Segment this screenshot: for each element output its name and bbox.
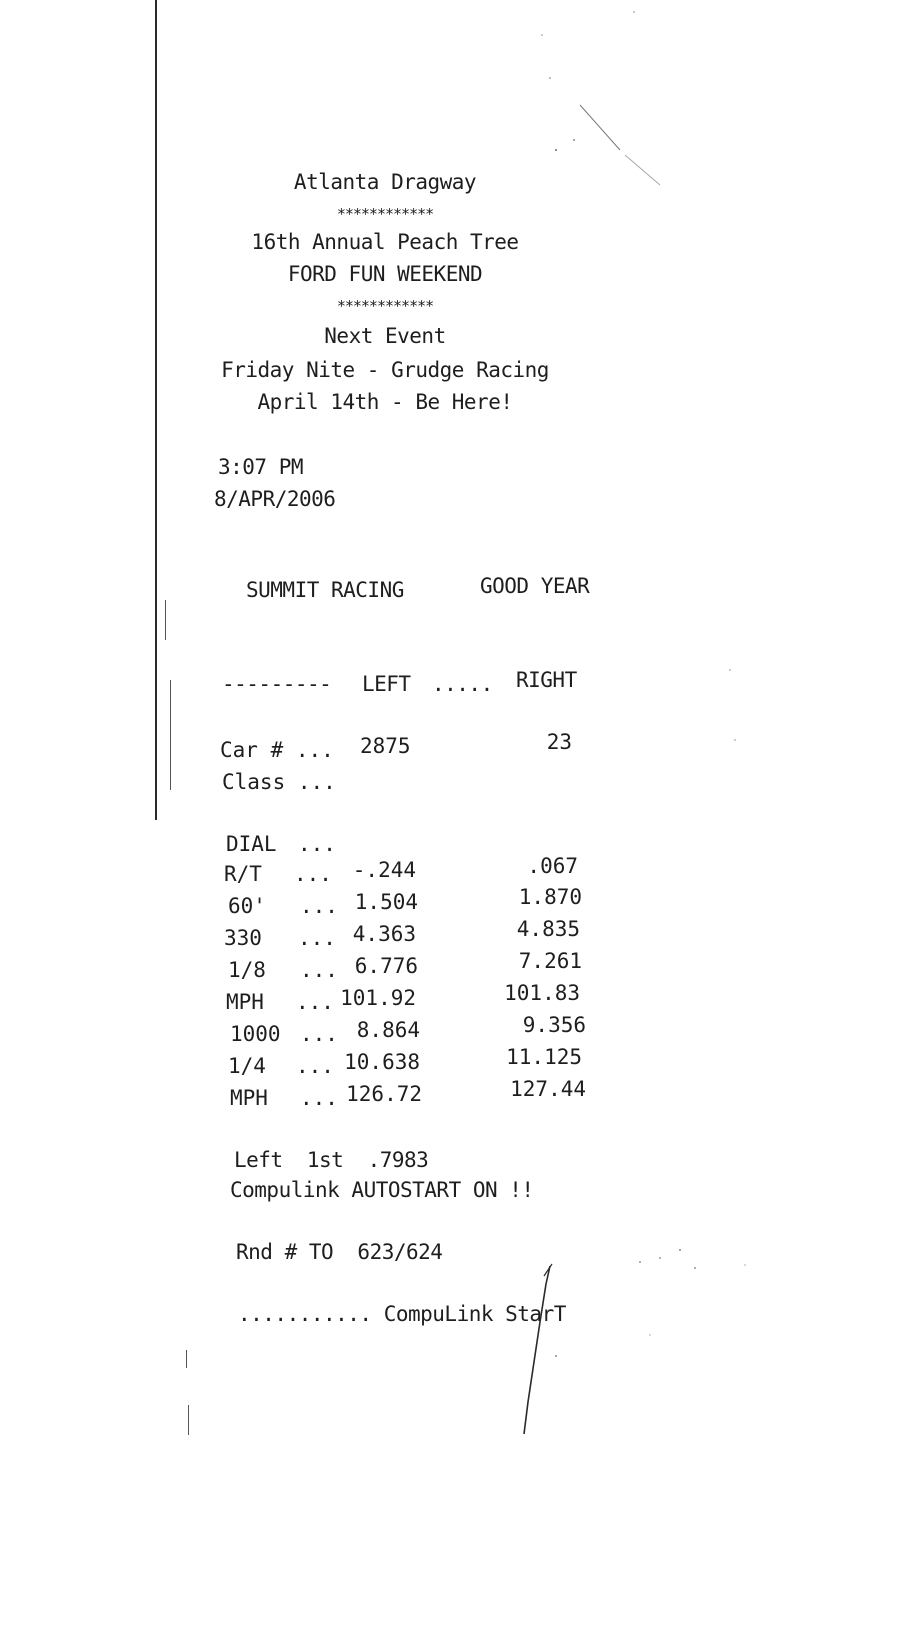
result-label: 1/4 — [228, 1054, 266, 1078]
result-dots: ... — [300, 1086, 338, 1110]
result-left-value: 8.864 — [356, 1018, 420, 1042]
result-right-value: 101.83 — [504, 981, 580, 1005]
stars-divider: ************ — [336, 297, 434, 315]
pen-stroke-mark — [520, 1262, 570, 1442]
result-right-value: .067 — [527, 854, 578, 878]
result-dots: ... — [296, 1054, 334, 1078]
result-label: 330 — [224, 926, 262, 950]
car-number-label: Car # ... — [220, 738, 334, 762]
compulink-start-line: ........... CompuLink StarT — [238, 1302, 566, 1326]
result-dots: ... — [294, 862, 332, 886]
result-dots: ... — [298, 832, 336, 856]
car-number-right: 23 — [546, 730, 572, 754]
result-left-value: 1.504 — [354, 890, 418, 914]
lane-header-dots: ..... — [432, 672, 493, 696]
result-label: R/T — [224, 862, 262, 886]
result-left-value: 4.363 — [352, 922, 416, 946]
result-left-value: 126.72 — [346, 1082, 422, 1106]
result-label: 60' — [228, 894, 266, 918]
lane-header-right: RIGHT — [516, 668, 577, 692]
result-dots: ... — [296, 990, 334, 1014]
next-event-label: Next Event — [324, 324, 446, 348]
sponsor-right: GOOD YEAR — [480, 574, 590, 598]
result-label: 1/8 — [228, 958, 266, 982]
result-dots: ... — [298, 926, 336, 950]
next-event-date: April 14th - Be Here! — [257, 390, 513, 414]
event-line-2: FORD FUN WEEKEND — [287, 262, 483, 286]
autostart-line: Compulink AUTOSTART ON !! — [230, 1178, 534, 1202]
date-stamp: 8/APR/2006 — [214, 487, 336, 511]
result-dots: ... — [300, 958, 338, 982]
result-label: MPH — [230, 1086, 268, 1110]
result-left-value: -.244 — [352, 858, 416, 882]
sponsor-left: SUMMIT RACING — [246, 578, 404, 602]
result-right-value: 11.125 — [506, 1045, 582, 1069]
result-right-value: 4.835 — [516, 917, 580, 941]
result-right-value: 1.870 — [518, 885, 582, 909]
round-line: Rnd # TO 623/624 — [236, 1240, 443, 1264]
lane-header-left: LEFT — [362, 672, 411, 696]
result-left-value: 101.92 — [340, 986, 416, 1010]
result-right-value: 9.356 — [522, 1013, 586, 1037]
class-label: Class ... — [222, 770, 336, 794]
result-label: 1000 — [230, 1022, 281, 1046]
time-stamp: 3:07 PM — [218, 455, 304, 479]
result-left-value: 6.776 — [354, 954, 418, 978]
result-left-value: 10.638 — [344, 1050, 420, 1074]
venue-title: Atlanta Dragway — [293, 170, 477, 194]
result-dots: ... — [300, 894, 338, 918]
winner-line: Left 1st .7983 — [234, 1148, 429, 1172]
next-event-name: Friday Nite - Grudge Racing — [221, 358, 549, 382]
result-right-value: 7.261 — [518, 949, 582, 973]
result-right-value: 127.44 — [510, 1077, 586, 1101]
car-number-left: 2875 — [360, 734, 411, 758]
result-label: MPH — [226, 990, 264, 1014]
lane-header-dashes: --------- — [222, 672, 332, 696]
stars-divider: ************ — [336, 205, 434, 223]
result-dots: ... — [300, 1022, 338, 1046]
event-line-1: 16th Annual Peach Tree — [251, 230, 519, 254]
result-label: DIAL — [226, 832, 277, 856]
